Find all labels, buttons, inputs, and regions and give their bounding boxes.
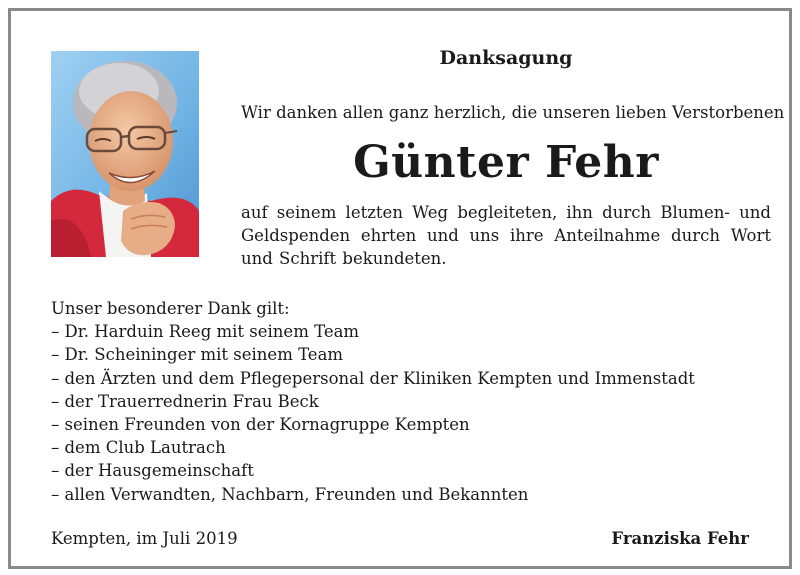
thanks-item: – der Hausgemeinschaft — [51, 461, 254, 481]
thanks-section — [51, 297, 771, 506]
thanks-item: – Dr. Harduin Reeg mit seinem Team — [51, 322, 360, 342]
notice-heading: Danksagung — [439, 47, 573, 69]
body-text: auf seinem letzten Weg begleiteten, ihn durch Blumen- und Geldspenden ehrten und uns ihre Anteilnahme durch Wort und Schrift bekundeten. — [241, 203, 771, 268]
deceased-name: Günter Fehr — [353, 137, 659, 188]
thanks-item: – den Ärzten und dem Pflegepersonal der Kliniken Kempten und Immenstadt — [51, 368, 695, 388]
thanks-item: – seinen Freunden von der Kornagruppe Kempten — [51, 415, 470, 435]
portrait-photo — [51, 51, 199, 257]
obituary-frame — [8, 8, 792, 569]
thanks-item: – Dr. Scheininger mit seinem Team — [51, 345, 344, 365]
signature: Franziska Fehr — [611, 529, 749, 548]
thanks-item: – der Trauerrednerin Frau Beck — [51, 391, 319, 411]
thanks-item: – allen Verwandten, Nachbarn, Freunden und Bekannten — [51, 484, 529, 504]
intro-text: Wir danken allen ganz herzlich, die unseren lieben Verstorbenen — [241, 103, 785, 122]
thanks-item: – dem Club Lautrach — [51, 438, 226, 458]
place-date: Kempten, im Juli 2019 — [51, 529, 238, 548]
thanks-title: Unser besonderer Dank gilt: — [51, 299, 290, 318]
